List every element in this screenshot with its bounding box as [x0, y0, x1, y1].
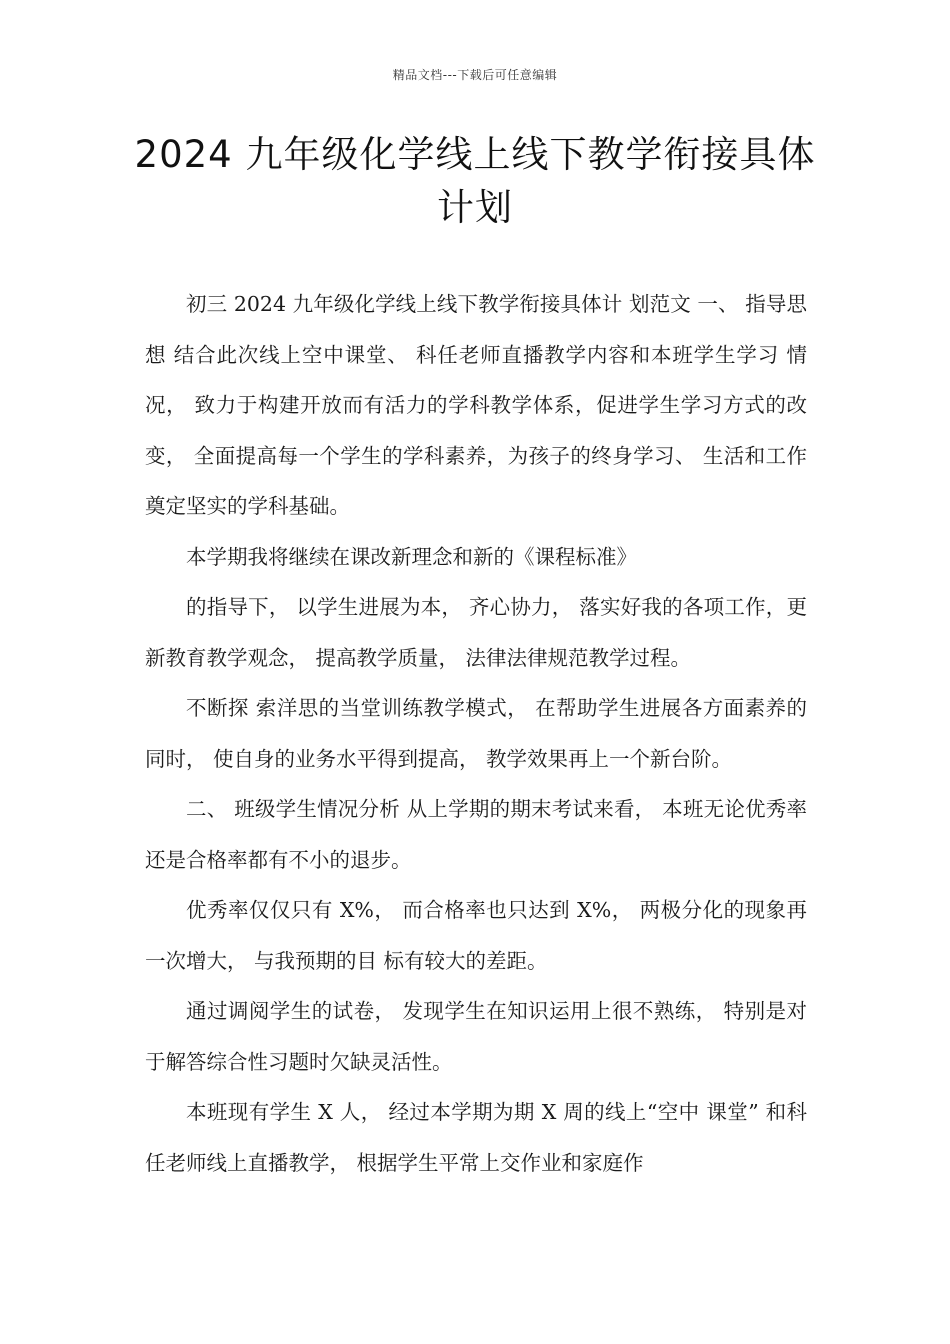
document-body	[145, 279, 807, 1188]
header-note: 精品文档---下载后可任意编辑	[392, 68, 558, 82]
paragraph: 不断探 索洋思的当堂训练教学模式， 在帮助学生进展各方面素养的同时， 使自身的业务水平得到提高， 教学效果再上一个新台阶。	[145, 696, 807, 771]
paragraph: 的指导下， 以学生进展为本， 齐心协力， 落实好我的各项工作，更新教育教学观念， 提高教学质量， 法律法律规范教学过程。	[145, 595, 807, 670]
paragraph: 优秀率仅仅只有 X%， 而合格率也只达到 X%， 两极分化的现象再一次增大， 与我预期的目 标有较大的差距。	[145, 898, 807, 973]
paragraph: 初三 2024 九年级化学线上线下教学衔接具体计 划范文 一、 指导思想 结合此次线上空中课堂、 科任老师直播教学内容和本班学生学习 情况， 致力于构建开放而有活力的学科教学体系，促进学生学习方式的改变， 全面提高每一个学生的学科素养，为孩子的终身学习、 生活和工作奠定坚实的学科基础。	[145, 292, 807, 518]
paragraph: 本班现有学生 X 人， 经过本学期为期 X 周的线上“空中 课堂” 和科任老师线上直播教学， 根据学生平常上交作业和家庭作	[145, 1100, 807, 1175]
paragraph: 通过调阅学生的试卷， 发现学生在知识运用上很不熟练， 特别是对于解答综合性习题时欠缺灵活性。	[145, 999, 807, 1074]
paragraph: 二、 班级学生情况分析 从上学期的期末考试来看， 本班无论优秀率还是合格率都有不小的退步。	[145, 797, 807, 872]
document-title: 2024 九年级化学线上线下教学衔接具体计划	[134, 133, 816, 229]
paragraph: 本学期我将继续在课改新理念和新的《课程标准》	[186, 544, 637, 569]
